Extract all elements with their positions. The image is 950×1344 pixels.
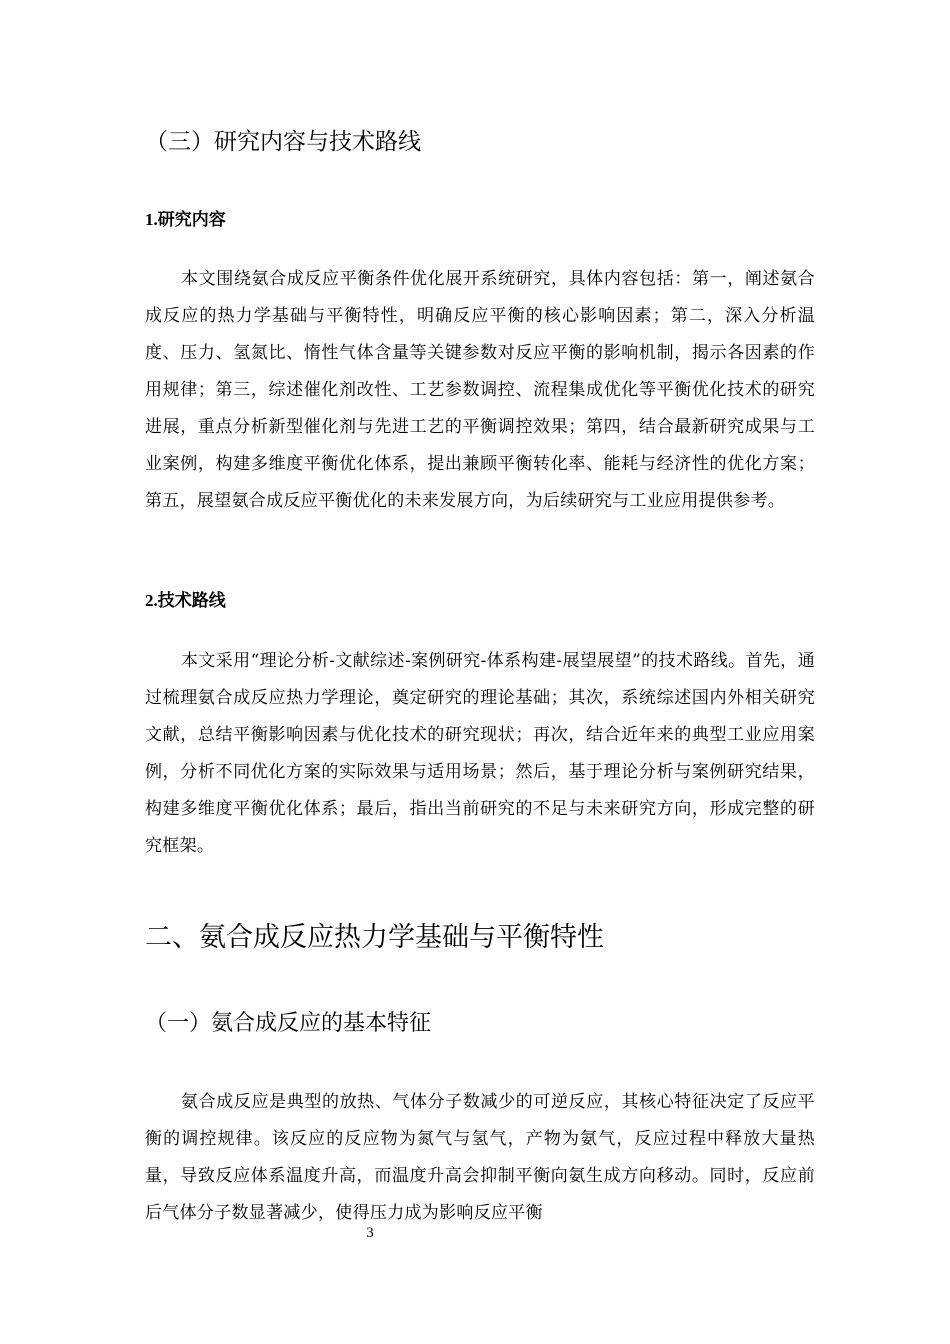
paragraph-basic-features: 氨合成反应是典型的放热、气体分子数减少的可逆反应，其核心特征决定了反应平衡的调控规律。该反应的反应物为氮气与氢气，产物为氨气，反应过程中释放大量热量，导致反应体系温度升高，而温度升高会抑制平衡向氨生成方向移动。同时，反应前后气体分子数显著减少，使得压力成为影响反应平衡	[145, 1092, 815, 1223]
section-heading-basic-features: （一）氨合成反应的基本特征	[145, 1011, 432, 1036]
page-number: 3	[366, 1225, 374, 1241]
chapter-heading-thermodynamics: 二、氨合成反应热力学基础与平衡特性	[145, 922, 604, 953]
section-heading-research-content-and-route: （三）研究内容与技术路线	[145, 129, 421, 155]
paragraph-research-content: 本文围绕氨合成反应平衡条件优化展开系统研究，具体内容包括：第一，阐述氨合成反应的热力学基础与平衡特性，明确反应平衡的核心影响因素；第二，深入分析温度、压力、氢氮比、惰性气体含量等关键参数对反应平衡的影响机制，揭示各因素的作用规律；第三，综述催化剂改性、工艺参数调控、流程集成优化等平衡优化技术的研究进展，重点分析新型催化剂与先进工艺的平衡调控效果；第四，结合最新研究成果与工业案例，构建多维度平衡优化体系，提出兼顾平衡转化率、能耗与经济性的优化方案；第五，展望氨合成反应平衡优化的未来发展方向，为后续研究与工业应用提供参考。	[145, 269, 815, 511]
subheading-research-content: 1.研究内容	[145, 210, 226, 229]
subheading-technical-route: 2.技术路线	[145, 591, 226, 610]
paragraph-technical-route: 本文采用“理论分析-文献综述-案例研究-体系构建-展望展望”的技术路线。首先，通过梳理氨合成反应热力学理论，奠定研究的理论基础；其次，系统综述国内外相关研究文献，总结平衡影响因素与优化技术的研究现状；再次，结合近年来的典型工业应用案例，分析不同优化方案的实际效果与适用场景；然后，基于理论分析与案例研究结果，构建多维度平衡优化体系；最后，指出当前研究的不足与未来研究方向，形成完整的研究框架。	[145, 651, 815, 856]
